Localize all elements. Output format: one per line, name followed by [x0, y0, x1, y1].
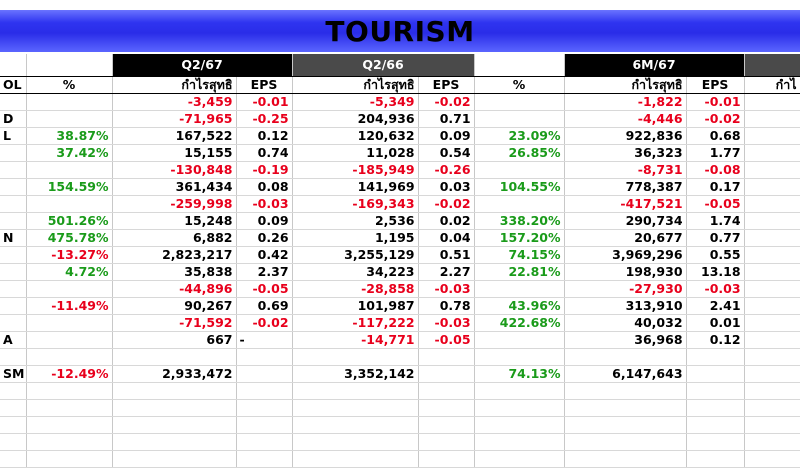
- net-profit-6m-67-cell: -4,446: [564, 111, 686, 128]
- empty-cell: [112, 400, 236, 417]
- empty-cell: [744, 383, 800, 400]
- empty-cell: [292, 451, 418, 468]
- net-profit-q2-66-cell: 2,536: [292, 213, 418, 230]
- empty-cell: [744, 111, 800, 128]
- col-header-eps: EPS: [418, 77, 474, 94]
- net-profit-q2-67-cell: -44,896: [112, 281, 236, 298]
- empty-cell: [744, 281, 800, 298]
- growth-pct-cell: 23.09%: [474, 128, 564, 145]
- group-header-q2-66: Q2/66: [292, 54, 474, 77]
- empty-cell: [0, 417, 26, 434]
- eps-q2-67-cell: 0.12: [236, 128, 292, 145]
- col-header-net-profit: กำไรสุทธิ: [112, 77, 236, 94]
- empty-cell: [236, 417, 292, 434]
- eps-q2-66-cell: -0.02: [418, 94, 474, 111]
- empty-cell: [744, 434, 800, 451]
- blank-cell: [474, 54, 564, 77]
- column-header-row: [0, 77, 800, 94]
- eps-q2-67-cell: 0.69: [236, 298, 292, 315]
- table-row: [0, 162, 800, 179]
- growth-pct-cell: [26, 332, 112, 349]
- net-profit-6m-67-cell: -8,731: [564, 162, 686, 179]
- net-profit-q2-66-cell: -117,222: [292, 315, 418, 332]
- growth-pct-cell: 422.68%: [474, 315, 564, 332]
- empty-cell: [26, 417, 112, 434]
- eps-6m-67-cell: -0.05: [686, 196, 744, 213]
- eps-q2-67-cell: 2.37: [236, 264, 292, 281]
- eps-6m-67-cell: 1.74: [686, 213, 744, 230]
- growth-pct-cell: 22.81%: [474, 264, 564, 281]
- eps-q2-67-cell: [236, 366, 292, 383]
- table-row: [0, 281, 800, 298]
- growth-pct-cell: [26, 111, 112, 128]
- eps-q2-66-cell: 0.09: [418, 128, 474, 145]
- empty-cell: [744, 128, 800, 145]
- net-profit-q2-66-cell: -28,858: [292, 281, 418, 298]
- net-profit-q2-67-cell: -259,998: [112, 196, 236, 213]
- empty-cell: [112, 417, 236, 434]
- symbol-cell: D: [0, 111, 26, 128]
- table-row: [0, 366, 800, 383]
- eps-q2-66-cell: [418, 366, 474, 383]
- col-header-eps: EPS: [686, 77, 744, 94]
- growth-pct-cell: 26.85%: [474, 145, 564, 162]
- empty-cell: [686, 383, 744, 400]
- eps-q2-67-cell: -: [236, 332, 292, 349]
- eps-q2-66-cell: -0.03: [418, 315, 474, 332]
- eps-6m-67-cell: -0.01: [686, 94, 744, 111]
- empty-cell: [744, 162, 800, 179]
- empty-cell: [564, 400, 686, 417]
- empty-cell: [112, 434, 236, 451]
- growth-pct-cell: [26, 94, 112, 111]
- growth-pct-cell: -12.49%: [26, 366, 112, 383]
- net-profit-6m-67-cell: 36,968: [564, 332, 686, 349]
- table-row: [0, 298, 800, 315]
- col-header-symbol: OL: [0, 77, 26, 94]
- empty-cell: [474, 417, 564, 434]
- growth-pct-cell: [26, 162, 112, 179]
- net-profit-q2-67-cell: 15,155: [112, 145, 236, 162]
- table-row: [0, 332, 800, 349]
- growth-pct-cell: [474, 196, 564, 213]
- net-profit-6m-67-cell: -417,521: [564, 196, 686, 213]
- growth-pct-cell: 338.20%: [474, 213, 564, 230]
- eps-q2-66-cell: -0.03: [418, 281, 474, 298]
- net-profit-q2-66-cell: 11,028: [292, 145, 418, 162]
- empty-cell: [686, 451, 744, 468]
- empty-cell: [474, 434, 564, 451]
- eps-6m-67-cell: -0.03: [686, 281, 744, 298]
- growth-pct-cell: 74.13%: [474, 366, 564, 383]
- empty-cell: [0, 383, 26, 400]
- growth-pct-cell: [26, 315, 112, 332]
- eps-q2-66-cell: 0.51: [418, 247, 474, 264]
- growth-pct-cell: 43.96%: [474, 298, 564, 315]
- empty-cell: [744, 179, 800, 196]
- empty-cell: [26, 383, 112, 400]
- empty-cell: [744, 230, 800, 247]
- net-profit-6m-67-cell: 3,969,296: [564, 247, 686, 264]
- empty-row: [0, 451, 800, 468]
- eps-q2-67-cell: -0.25: [236, 111, 292, 128]
- table-row: [0, 94, 800, 111]
- growth-pct-cell: 501.26%: [26, 213, 112, 230]
- sector-title: TOURISM: [325, 14, 475, 48]
- growth-pct-cell: [26, 196, 112, 213]
- empty-cell: [26, 434, 112, 451]
- table-row: [0, 213, 800, 230]
- growth-pct-cell: -13.27%: [26, 247, 112, 264]
- net-profit-6m-67-cell: 290,734: [564, 213, 686, 230]
- eps-q2-67-cell: -0.05: [236, 281, 292, 298]
- empty-cell: [744, 298, 800, 315]
- empty-cell: [0, 451, 26, 468]
- symbol-cell: [0, 145, 26, 162]
- net-profit-6m-67-cell: 313,910: [564, 298, 686, 315]
- eps-q2-67-cell: 0.74: [236, 145, 292, 162]
- empty-cell: [292, 434, 418, 451]
- net-profit-q2-67-cell: 35,838: [112, 264, 236, 281]
- empty-row: [0, 434, 800, 451]
- empty-cell: [744, 213, 800, 230]
- eps-6m-67-cell: 13.18: [686, 264, 744, 281]
- symbol-cell: L: [0, 128, 26, 145]
- symbol-cell: N: [0, 230, 26, 247]
- eps-6m-67-cell: 0.01: [686, 315, 744, 332]
- net-profit-q2-66-cell: -185,949: [292, 162, 418, 179]
- eps-6m-67-cell: 0.68: [686, 128, 744, 145]
- empty-cell: [236, 400, 292, 417]
- symbol-cell: [0, 179, 26, 196]
- eps-q2-67-cell: 0.42: [236, 247, 292, 264]
- net-profit-q2-67-cell: 167,522: [112, 128, 236, 145]
- eps-q2-66-cell: [418, 349, 474, 366]
- blank-cell: [0, 54, 26, 77]
- growth-pct-cell: 104.55%: [474, 179, 564, 196]
- empty-cell: [474, 400, 564, 417]
- growth-pct-cell: [474, 281, 564, 298]
- eps-q2-67-cell: 0.09: [236, 213, 292, 230]
- net-profit-q2-66-cell: -14,771: [292, 332, 418, 349]
- table-row: [0, 349, 800, 366]
- empty-cell: [236, 383, 292, 400]
- empty-cell: [418, 400, 474, 417]
- net-profit-q2-66-cell: 1,195: [292, 230, 418, 247]
- eps-6m-67-cell: 0.12: [686, 332, 744, 349]
- empty-cell: [26, 400, 112, 417]
- eps-q2-66-cell: 0.71: [418, 111, 474, 128]
- col-header-net-profit: กำไรสุทธิ: [564, 77, 686, 94]
- eps-q2-67-cell: 0.08: [236, 179, 292, 196]
- empty-cell: [686, 417, 744, 434]
- eps-q2-66-cell: 0.02: [418, 213, 474, 230]
- net-profit-q2-67-cell: -71,592: [112, 315, 236, 332]
- empty-cell: [686, 400, 744, 417]
- empty-cell: [418, 451, 474, 468]
- eps-6m-67-cell: 0.77: [686, 230, 744, 247]
- eps-q2-67-cell: -0.02: [236, 315, 292, 332]
- net-profit-q2-67-cell: 90,267: [112, 298, 236, 315]
- net-profit-q2-66-cell: 3,352,142: [292, 366, 418, 383]
- eps-q2-66-cell: 0.04: [418, 230, 474, 247]
- table-row: [0, 247, 800, 264]
- col-header-pct: %: [474, 77, 564, 94]
- col-header-eps: EPS: [236, 77, 292, 94]
- table-row: [0, 264, 800, 281]
- eps-6m-67-cell: -0.02: [686, 111, 744, 128]
- empty-cell: [418, 434, 474, 451]
- empty-cell: [564, 383, 686, 400]
- net-profit-q2-67-cell: -71,965: [112, 111, 236, 128]
- net-profit-q2-67-cell: 667: [112, 332, 236, 349]
- net-profit-6m-67-cell: 40,032: [564, 315, 686, 332]
- symbol-cell: A: [0, 332, 26, 349]
- net-profit-q2-67-cell: [112, 349, 236, 366]
- empty-cell: [744, 264, 800, 281]
- net-profit-6m-67-cell: 198,930: [564, 264, 686, 281]
- empty-cell: [744, 451, 800, 468]
- table-row: [0, 179, 800, 196]
- empty-cell: [564, 434, 686, 451]
- growth-pct-cell: 154.59%: [26, 179, 112, 196]
- growth-pct-cell: [26, 349, 112, 366]
- empty-cell: [292, 400, 418, 417]
- eps-6m-67-cell: 0.55: [686, 247, 744, 264]
- growth-pct-cell: [474, 111, 564, 128]
- net-profit-q2-66-cell: -5,349: [292, 94, 418, 111]
- empty-cell: [474, 451, 564, 468]
- empty-cell: [418, 383, 474, 400]
- empty-cell: [744, 366, 800, 383]
- eps-q2-67-cell: -0.19: [236, 162, 292, 179]
- empty-row: [0, 400, 800, 417]
- net-profit-q2-67-cell: -130,848: [112, 162, 236, 179]
- net-profit-q2-67-cell: 15,248: [112, 213, 236, 230]
- eps-q2-66-cell: 0.78: [418, 298, 474, 315]
- empty-cell: [744, 349, 800, 366]
- eps-6m-67-cell: [686, 349, 744, 366]
- empty-cell: [686, 434, 744, 451]
- eps-6m-67-cell: -0.08: [686, 162, 744, 179]
- group-header-row: [0, 54, 800, 77]
- symbol-cell: [0, 264, 26, 281]
- eps-q2-67-cell: [236, 349, 292, 366]
- empty-cell: [744, 94, 800, 111]
- empty-cell: [744, 315, 800, 332]
- symbol-cell: [0, 298, 26, 315]
- growth-pct-cell: [474, 162, 564, 179]
- empty-cell: [564, 451, 686, 468]
- empty-cell: [474, 383, 564, 400]
- net-profit-q2-67-cell: 2,823,217: [112, 247, 236, 264]
- empty-cell: [236, 434, 292, 451]
- empty-cell: [744, 196, 800, 213]
- growth-pct-cell: 475.78%: [26, 230, 112, 247]
- net-profit-6m-67-cell: 778,387: [564, 179, 686, 196]
- group-header-q2-67: Q2/67: [112, 54, 292, 77]
- net-profit-q2-66-cell: 101,987: [292, 298, 418, 315]
- empty-row: [0, 417, 800, 434]
- growth-pct-cell: 4.72%: [26, 264, 112, 281]
- group-header-partial: [744, 54, 800, 77]
- net-profit-q2-66-cell: 3,255,129: [292, 247, 418, 264]
- net-profit-q2-66-cell: 204,936: [292, 111, 418, 128]
- empty-cell: [236, 451, 292, 468]
- growth-pct-cell: 74.15%: [474, 247, 564, 264]
- empty-cell: [112, 383, 236, 400]
- table-row: [0, 111, 800, 128]
- eps-q2-67-cell: 0.26: [236, 230, 292, 247]
- empty-cell: [0, 434, 26, 451]
- eps-6m-67-cell: 0.17: [686, 179, 744, 196]
- symbol-cell: [0, 196, 26, 213]
- table-row: [0, 128, 800, 145]
- empty-row: [0, 383, 800, 400]
- empty-cell: [744, 332, 800, 349]
- eps-q2-66-cell: 0.03: [418, 179, 474, 196]
- eps-6m-67-cell: 2.41: [686, 298, 744, 315]
- empty-cell: [292, 417, 418, 434]
- empty-cell: [744, 400, 800, 417]
- empty-cell: [418, 417, 474, 434]
- net-profit-6m-67-cell: 6,147,643: [564, 366, 686, 383]
- growth-pct-cell: [26, 281, 112, 298]
- table-row: [0, 230, 800, 247]
- group-header-6m-67: 6M/67: [564, 54, 744, 77]
- table-row: [0, 196, 800, 213]
- empty-cell: [744, 417, 800, 434]
- net-profit-q2-66-cell: -169,343: [292, 196, 418, 213]
- net-profit-q2-66-cell: 120,632: [292, 128, 418, 145]
- growth-pct-cell: [474, 349, 564, 366]
- symbol-cell: [0, 315, 26, 332]
- net-profit-q2-66-cell: [292, 349, 418, 366]
- eps-q2-66-cell: -0.02: [418, 196, 474, 213]
- growth-pct-cell: [474, 94, 564, 111]
- symbol-cell: [0, 94, 26, 111]
- sector-title-banner: [0, 10, 800, 52]
- table-row: [0, 315, 800, 332]
- growth-pct-cell: 157.20%: [474, 230, 564, 247]
- growth-pct-cell: [474, 332, 564, 349]
- net-profit-q2-67-cell: -3,459: [112, 94, 236, 111]
- eps-q2-67-cell: -0.03: [236, 196, 292, 213]
- symbol-cell: [0, 349, 26, 366]
- net-profit-q2-67-cell: 2,933,472: [112, 366, 236, 383]
- symbol-cell: [0, 281, 26, 298]
- net-profit-q2-66-cell: 141,969: [292, 179, 418, 196]
- empty-cell: [744, 247, 800, 264]
- eps-q2-66-cell: -0.26: [418, 162, 474, 179]
- table-row: [0, 145, 800, 162]
- net-profit-6m-67-cell: -1,822: [564, 94, 686, 111]
- eps-6m-67-cell: [686, 366, 744, 383]
- earnings-table: [0, 54, 800, 468]
- col-header-net-profit-partial: กำไ: [744, 77, 800, 94]
- eps-q2-66-cell: 0.54: [418, 145, 474, 162]
- growth-pct-cell: 38.87%: [26, 128, 112, 145]
- symbol-cell: [0, 247, 26, 264]
- empty-cell: [26, 451, 112, 468]
- net-profit-q2-67-cell: 361,434: [112, 179, 236, 196]
- net-profit-6m-67-cell: 36,323: [564, 145, 686, 162]
- growth-pct-cell: 37.42%: [26, 145, 112, 162]
- blank-cell: [26, 54, 112, 77]
- col-header-pct: %: [26, 77, 112, 94]
- net-profit-q2-66-cell: 34,223: [292, 264, 418, 281]
- eps-q2-66-cell: -0.05: [418, 332, 474, 349]
- net-profit-6m-67-cell: -27,930: [564, 281, 686, 298]
- net-profit-6m-67-cell: [564, 349, 686, 366]
- net-profit-6m-67-cell: 922,836: [564, 128, 686, 145]
- growth-pct-cell: -11.49%: [26, 298, 112, 315]
- symbol-cell: SM: [0, 366, 26, 383]
- empty-cell: [564, 417, 686, 434]
- empty-cell: [744, 145, 800, 162]
- eps-6m-67-cell: 1.77: [686, 145, 744, 162]
- col-header-net-profit: กำไรสุทธิ: [292, 77, 418, 94]
- net-profit-q2-67-cell: 6,882: [112, 230, 236, 247]
- empty-cell: [292, 383, 418, 400]
- symbol-cell: [0, 213, 26, 230]
- eps-q2-66-cell: 2.27: [418, 264, 474, 281]
- eps-q2-67-cell: -0.01: [236, 94, 292, 111]
- symbol-cell: [0, 162, 26, 179]
- empty-cell: [0, 400, 26, 417]
- empty-cell: [112, 451, 236, 468]
- net-profit-6m-67-cell: 20,677: [564, 230, 686, 247]
